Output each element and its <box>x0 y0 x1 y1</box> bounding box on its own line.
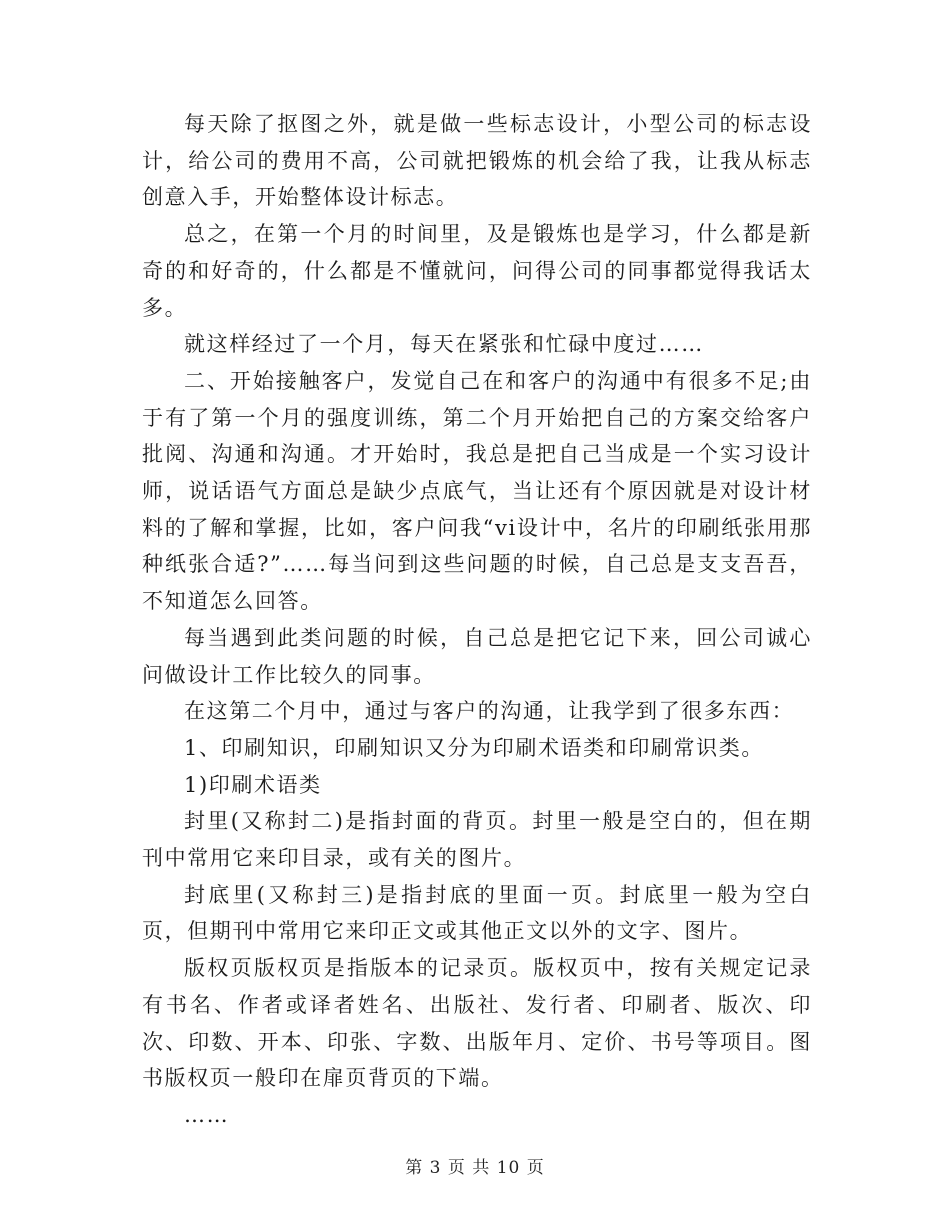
paragraph: 封底里(又称封三)是指封底的里面一页。封底里一般为空白页，但期刊中常用它来印正文或其他正文以外的文字、图片。 <box>142 882 812 944</box>
paragraph: 版权页版权页是指版本的记录页。版权页中，按有关规定记录有书名、作者或译者姓名、出版社、发行者、印刷者、版次、印次、印数、开本、印张、字数、出版年月、定价、书号等项目。图书版权页一般印在扉页背页的下端。 <box>142 956 812 1091</box>
paragraph: 二、开始接触客户，发觉自己在和客户的沟通中有很多不足;由于有了第一个月的强度训练，第二个月开始把自己的方案交给客户批阅、沟通和沟通。才开始时，我总是把自己当成是一个实习设计师，说话语气方面总是缺少点底气，当让还有个原因就是对设计材料的了解和掌握，比如，客户问我“vi设计中，名片的印刷纸张用那种纸张合适?”……每当问到这些问题的时候，自己总是支支吾吾，不知道怎么回答。 <box>142 368 812 614</box>
paragraph: 1)印刷术语类 <box>184 772 322 797</box>
document-body <box>142 106 812 1134</box>
paragraph: 每天除了抠图之外，就是做一些标志设计，小型公司的标志设计，给公司的费用不高，公司就把锻炼的机会给了我，让我从标志创意入手，开始整体设计标志。 <box>142 112 812 210</box>
paragraph: 在这第二个月中，通过与客户的沟通，让我学到了很多东西： <box>184 699 795 724</box>
paragraph: 总之，在第一个月的时间里，及是锻炼也是学习，什么都是新奇的和好奇的，什么都是不懂就问，问得公司的同事都觉得我话太多。 <box>142 222 812 320</box>
paragraph: 封里(又称封二)是指封面的背页。封里一般是空白的，但在期刊中常用它来印目录，或有关的图片。 <box>142 809 812 871</box>
page-number-footer: 第 3 页 共 10 页 <box>405 1158 545 1178</box>
ellipsis-paragraph: …… <box>184 1102 230 1127</box>
paragraph: 就这样经过了一个月，每天在紧张和忙碌中度过…… <box>184 332 704 357</box>
paragraph: 每当遇到此类问题的时候，自己总是把它记下来，回公司诚心问做设计工作比较久的同事。 <box>142 625 812 687</box>
paragraph: 1、印刷知识，印刷知识又分为印刷术语类和印刷常识类。 <box>184 735 764 760</box>
